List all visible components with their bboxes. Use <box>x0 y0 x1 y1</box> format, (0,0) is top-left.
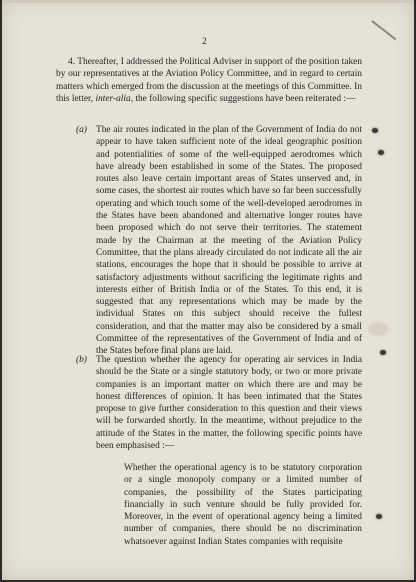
pinhole-mark <box>376 514 382 519</box>
page-edge <box>2 0 414 3</box>
paper-wear-mark <box>368 322 388 336</box>
list-item-a <box>76 124 362 358</box>
list-item-text: The question whether the agency for operating air services in India should be the State or a single statutory body, or two or more private companies is an important matter on which there are and may be honest differences of opinion. It has been intimated that the States propose to give further consideration to this question and their views will be forwarded shortly. In the meantime, without prejudice to the attitude of the States in the matter, the following specific points have been emphasised :— <box>96 355 362 452</box>
list-item-marker: (a) <box>76 125 87 135</box>
pinhole-mark <box>380 350 386 355</box>
page-number: 2 <box>202 37 207 47</box>
paragraph-4 <box>56 56 362 105</box>
pencil-mark <box>371 20 396 40</box>
list-item-b <box>76 354 362 452</box>
quoted-point: Whether the operational agency is to be statutory corporation or a single monopoly company or a limited number of companies, the possibility of the States participating financially in such venture should be fully provided for. Moreover, in the event of operational agency being a limited number of companies, there should be no discrimination whatsoever against Indian States companies with requisite <box>124 463 362 547</box>
list-item-marker: (b) <box>76 355 87 365</box>
paragraph-4-italic-phrase: inter-alia <box>95 93 131 104</box>
pinhole-mark <box>378 150 384 155</box>
document-page <box>2 0 414 580</box>
list-item-text: The air routes indicated in the plan of the Government of India do not appear to have taken sufficient note of the ideal geographic position and potentialities of some of the well-equipped aerodromes which have already been established in some of the States. The proposed routes also leave certain important areas of States unserved and, in some cases, the shortest air routes which have so far been successfully operating and which touch some of the well-developed aerodromes in the States have been abandoned and alternative longer routes have been proposed which do not serve their territories. The statement made by the Chairman at the meeting of the Aviation Policy Committee, that the plans already circulated do not indicate all the air stations, encourages the hope that it should be possible to arrive at satisfactory adjustments without sacrificing the legitimate rights and interests either of British India or of the States. To this end, it is suggested that any representations which may be made by the individual States on this subject should receive the fullest consideration, and that the matter may also be considered by a small Committee of the representatives of the Government of India and of the States before final plans are laid. <box>96 125 362 357</box>
paragraph-4-text-end: , the following specific suggestions have been reiterated :— <box>130 93 356 104</box>
pinhole-mark <box>372 128 378 133</box>
paragraph-4-text-start: 4. Thereafter, I addressed the Political Adviser in support of the position taken by our representatives at the Aviation Policy Committee, and in regard to certain matters which emerged from the discussion at the meetings of this Committee. In this letter, <box>56 57 362 104</box>
